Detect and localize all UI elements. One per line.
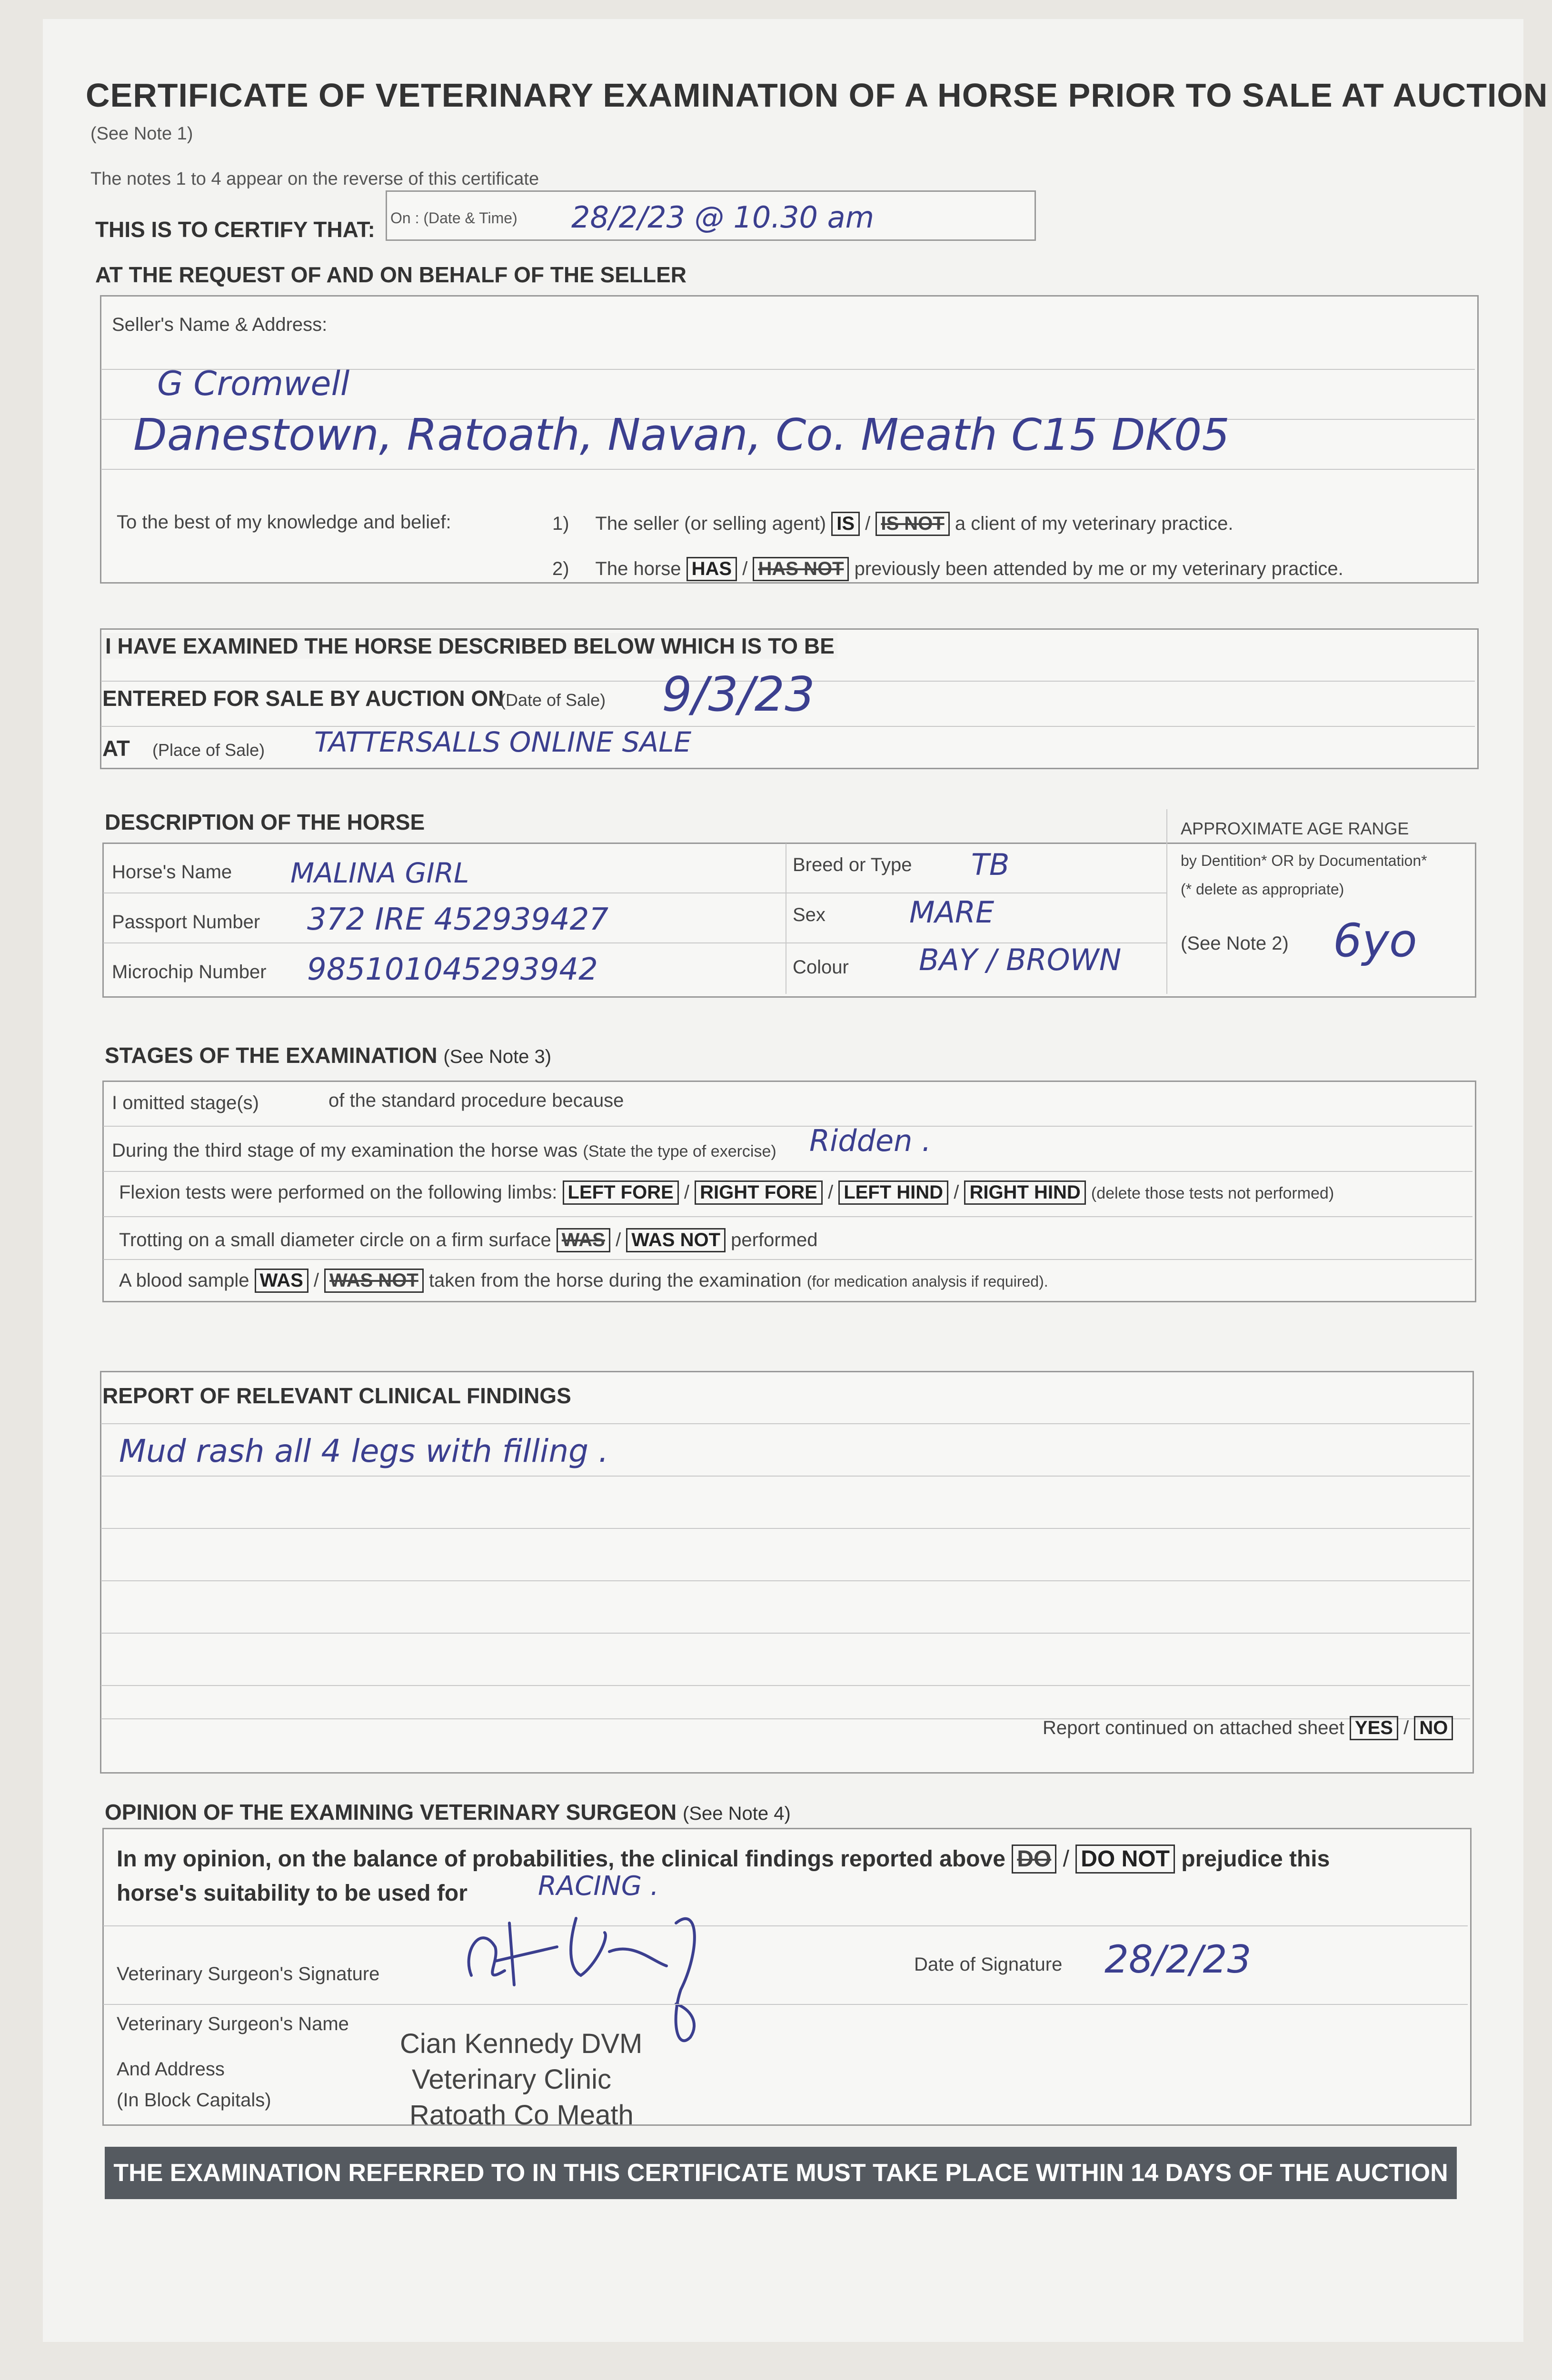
opinion-line-2 — [103, 2004, 1468, 2005]
s1-is-option[interactable]: IS — [831, 512, 860, 536]
report-box — [100, 1371, 1474, 1774]
opinion-text-a: In my opinion, on the balance of probabilities, the clinical findings reported above — [117, 1846, 1005, 1872]
trotting-row — [119, 1228, 817, 1252]
stages-line-2 — [103, 1171, 1472, 1172]
opinion-line-1 — [103, 1925, 1468, 1926]
report-line-2 — [101, 1476, 1470, 1477]
sex-value: MARE — [909, 895, 995, 930]
statement-2 — [552, 557, 1343, 581]
continued-text: Report continued on attached sheet — [1043, 1717, 1344, 1738]
s2-text-b: previously been attended by me or my veterinary practice. — [854, 558, 1343, 579]
blood-was-not-option[interactable]: WAS NOT — [324, 1269, 424, 1293]
date-signature-value: 28/2/23 — [1104, 1937, 1252, 1982]
right-hind-option[interactable]: RIGHT HIND — [964, 1180, 1085, 1205]
continued-yes-option[interactable]: YES — [1350, 1716, 1398, 1740]
continued-row — [1043, 1716, 1453, 1740]
third-stage-text: During the third stage of my examination the horse was — [112, 1140, 578, 1161]
place-label: (Place of Sale) — [152, 740, 265, 760]
breed-label: Breed or Type — [793, 854, 912, 875]
report-heading: REPORT OF RELEVANT CLINICAL FINDINGS — [102, 1383, 571, 1408]
trotting-sep: / — [616, 1230, 621, 1250]
flexion-sep-2: / — [827, 1182, 834, 1203]
report-line-3 — [101, 1528, 1470, 1529]
blood-sep: / — [313, 1270, 319, 1291]
entered-label: ENTERED FOR SALE BY AUCTION ON — [102, 686, 504, 711]
at-label: AT — [102, 736, 130, 761]
notes-text: The notes 1 to 4 appear on the reverse of this certificate — [90, 169, 539, 189]
passport-value: 372 IRE 452939427 — [307, 902, 609, 937]
blood-row — [119, 1269, 1048, 1293]
passport-label: Passport Number — [112, 912, 260, 932]
opinion-text-c: horse's suitability to be used for — [117, 1881, 468, 1906]
report-line-4 — [101, 1580, 1470, 1581]
opinion-text-row — [117, 1844, 1330, 1874]
microchip-label: Microchip Number — [112, 962, 267, 982]
opinion-heading-text: OPINION OF THE EXAMINING VETERINARY SURGEON — [105, 1800, 677, 1825]
examined-label: I HAVE EXAMINED THE HORSE DESCRIBED BELOW WHICH IS TO BE — [102, 633, 837, 659]
exercise-value: Ridden . — [809, 1123, 931, 1158]
report-line-6 — [101, 1685, 1470, 1686]
horse-heading: DESCRIPTION OF THE HORSE — [105, 810, 425, 834]
seller-line-3 — [101, 469, 1475, 470]
trotting-was-option[interactable]: WAS — [557, 1228, 610, 1252]
colour-value: BAY / BROWN — [919, 942, 1122, 977]
flexion-text: Flexion tests were performed on the following limbs: — [119, 1182, 557, 1203]
s1-is-not-option[interactable]: IS NOT — [875, 512, 949, 536]
flexion-sep-3: / — [954, 1182, 959, 1203]
opinion-text-b: prejudice this — [1181, 1846, 1330, 1872]
horse-name-label: Horse's Name — [112, 862, 232, 883]
sex-label: Sex — [793, 904, 826, 925]
horse-row-line-1 — [103, 892, 1166, 893]
request-label: AT THE REQUEST OF AND ON BEHALF OF THE SELLER — [95, 262, 686, 287]
report-finding: Mud rash all 4 legs with filling . — [119, 1433, 609, 1469]
opinion-sep: / — [1063, 1846, 1069, 1872]
stages-line-4 — [103, 1259, 1472, 1260]
blood-note: (for medication analysis if required). — [806, 1273, 1048, 1290]
s1-num: 1) — [552, 513, 569, 534]
date-time-label: On : (Date & Time) — [390, 209, 517, 227]
certificate-title: CERTIFICATE OF VETERINARY EXAMINATION OF A HORSE PRIOR TO SALE AT AUCTION — [86, 77, 1548, 114]
trotting-text: Trotting on a small diameter circle on a firm surface — [119, 1230, 551, 1250]
vet-town-value: Ratoath Co Meath — [409, 2100, 634, 2131]
right-fore-option[interactable]: RIGHT FORE — [695, 1180, 823, 1205]
omitted-b: of the standard procedure because — [328, 1090, 624, 1111]
s1-text-b: a client of my veterinary practice. — [955, 513, 1234, 534]
continued-sep: / — [1403, 1717, 1409, 1738]
s1-sep: / — [865, 513, 871, 534]
address-label-2: (In Block Capitals) — [117, 2090, 271, 2111]
opinion-heading — [105, 1799, 791, 1825]
flexion-row — [119, 1180, 1334, 1205]
certify-label: THIS IS TO CERTIFY THAT: — [95, 217, 375, 242]
s2-has-not-option[interactable]: HAS NOT — [753, 557, 849, 581]
left-fore-option[interactable]: LEFT FORE — [563, 1180, 679, 1205]
footer-banner: THE EXAMINATION REFERRED TO IN THIS CERTIFICATE MUST TAKE PLACE WITHIN 14 DAYS OF THE AUCTION — [105, 2147, 1457, 2199]
statement-1 — [552, 512, 1234, 536]
age-line-1: by Dentition* OR by Documentation* — [1181, 852, 1427, 869]
third-stage-note: (State the type of exercise) — [583, 1142, 776, 1160]
trotting-was-not-option[interactable]: WAS NOT — [626, 1228, 726, 1252]
vet-name-label: Veterinary Surgeon's Name — [117, 2013, 349, 2034]
seller-name: G Cromwell — [157, 364, 350, 403]
age-line-2: (* delete as appropriate) — [1181, 881, 1344, 898]
stages-heading-text: STAGES OF THE EXAMINATION — [105, 1043, 438, 1068]
opinion-do-not-option[interactable]: DO NOT — [1075, 1844, 1175, 1874]
age-note: (See Note 2) — [1181, 933, 1289, 954]
belief-label: To the best of my knowledge and belief: — [117, 512, 451, 533]
seller-address: Danestown, Ratoath, Navan, Co. Meath C15 DK05 — [133, 409, 1230, 460]
colour-label: Colour — [793, 957, 849, 978]
left-hind-option[interactable]: LEFT HIND — [838, 1180, 948, 1205]
date-signature-label: Date of Signature — [914, 1954, 1063, 1975]
s2-num: 2) — [552, 558, 569, 579]
stages-heading — [105, 1042, 551, 1068]
address-label-1: And Address — [117, 2059, 225, 2080]
s2-text: The horse — [595, 558, 681, 579]
s1-text: The seller (or selling agent) — [595, 513, 826, 534]
opinion-do-option[interactable]: DO — [1012, 1844, 1056, 1874]
microchip-value: 985101045293942 — [307, 952, 598, 987]
trotting-performed: performed — [731, 1230, 818, 1250]
seller-label: Seller's Name & Address: — [112, 314, 328, 335]
sale-date-label: (Date of Sale) — [500, 690, 606, 710]
blood-was-option[interactable]: WAS — [255, 1269, 308, 1293]
blood-text-b: taken from the horse during the examination — [428, 1270, 802, 1291]
continued-no-option[interactable]: NO — [1414, 1716, 1453, 1740]
sale-line-2 — [101, 726, 1475, 727]
third-stage — [112, 1140, 776, 1161]
omitted-a: I omitted stage(s) — [112, 1092, 259, 1113]
age-value: 6yo — [1333, 914, 1417, 967]
use-value: RACING . — [538, 1871, 659, 1902]
age-title: APPROXIMATE AGE RANGE — [1181, 819, 1409, 838]
see-note-1: (See Note 1) — [90, 124, 193, 144]
sale-date-value: 9/3/23 — [662, 666, 815, 722]
vet-clinic-value: Veterinary Clinic — [412, 2064, 612, 2095]
stages-line-1 — [103, 1126, 1472, 1127]
report-line-5 — [101, 1633, 1470, 1634]
horse-divider-2 — [1166, 809, 1167, 994]
blood-text: A blood sample — [119, 1270, 249, 1291]
stages-heading-note: (See Note 3) — [443, 1046, 552, 1067]
place-value: TATTERSALLS ONLINE SALE — [314, 726, 692, 758]
flexion-sep-1: / — [684, 1182, 690, 1203]
signature-label: Veterinary Surgeon's Signature — [117, 1964, 380, 1984]
report-line-1 — [101, 1423, 1470, 1424]
s2-has-option[interactable]: HAS — [686, 557, 737, 581]
stages-line-3 — [103, 1216, 1472, 1217]
s2-sep: / — [742, 558, 748, 579]
exam-date-time-value: 28/2/23 @ 10.30 am — [571, 200, 875, 235]
vet-name-value: Cian Kennedy DVM — [400, 2028, 643, 2059]
flexion-note: (delete those tests not performed) — [1091, 1184, 1334, 1202]
opinion-heading-note: (See Note 4) — [683, 1803, 791, 1824]
breed-value: TB — [971, 847, 1010, 882]
horse-name-value: MALINA GIRL — [290, 857, 469, 889]
